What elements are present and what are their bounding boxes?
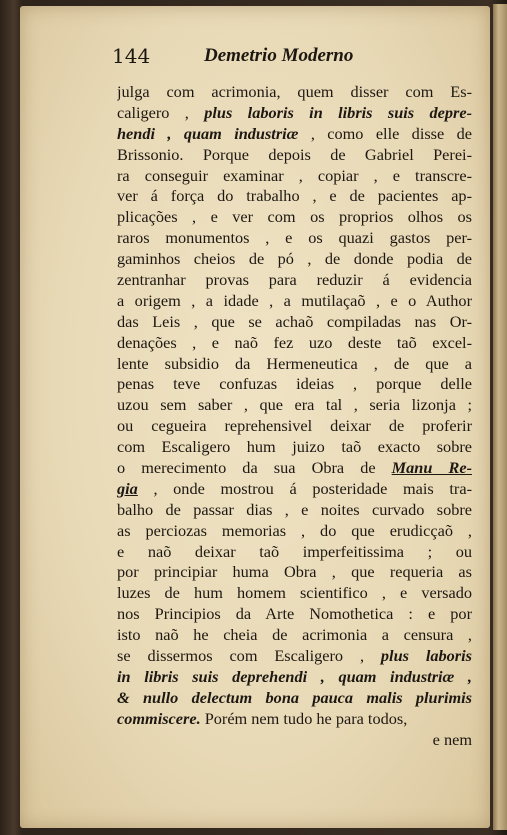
text-line [117,667,472,688]
page-number: 144 [112,44,151,68]
text-line [117,207,472,228]
text-segment: raros monumentos , e os quazi gastos per- [117,228,472,248]
text-line [117,479,472,500]
text-segment: a origem , a idade , a mutilaçaõ , e o Author [117,290,472,310]
italic-latin-phrase: plus laboris in libris suis depre- [204,102,472,122]
text-segment: julga com acrimonia, quem disser com Es- [117,82,472,101]
body-text [117,82,472,751]
text-line [117,166,472,187]
text-segment: isto naõ he cheia de acrimonia a censura , [117,625,472,645]
text-line [117,333,472,354]
text-segment: Porém nem tudo he para todos, [200,708,408,728]
text-segment: o merecimento da sua Obra de [117,458,392,478]
text-segment: nos Principios da Arte Nomothetica : e por [117,604,472,624]
text-line [117,124,472,145]
next-page-edge [493,4,507,830]
text-segment: ra conseguir examinar , copiar , e transcre- [117,165,472,185]
text-line [117,521,472,542]
running-title: Demetrio Moderno [204,45,354,66]
text-line [117,374,472,395]
text-line [117,646,472,667]
text-segment: denações , e naõ fez uzo deste taõ excel- [117,332,472,352]
text-segment: as perciozas memorias , do que erudicçaõ , [117,520,472,540]
text-segment: zentranhar provas para reduzir á evidencia [117,270,472,290]
text-line [117,103,472,124]
text-segment: caligero , [117,102,205,122]
text-segment: ou cegueira reprehensivel deixar de proferir [117,416,472,436]
italic-latin-phrase: plus laboris [380,646,472,666]
text-segment: uzou sem saber , que era tal , seria lizonja ; [117,395,472,415]
text-segment: penas teve confuzas ideias , porque delle [117,374,472,394]
text-line [117,82,472,103]
text-line [117,145,472,166]
italic-latin-phrase: & nullo delectum bona pauca malis plurimis [117,687,472,707]
italic-latin-phrase: commiscere. [117,708,201,728]
text-line [117,709,472,730]
text-line [117,291,472,312]
text-line [117,688,472,709]
text-line [117,500,472,521]
text-line [117,312,472,333]
text-line [117,625,472,646]
text-line [117,395,472,416]
text-line [117,416,472,437]
text-line [117,583,472,604]
text-segment: por principiar huma Obra , que requeria as [117,562,472,582]
text-segment: plicações , e ver com os proprios olhos os [117,207,472,227]
italic-latin-phrase: gia [117,478,138,498]
text-line [117,562,472,583]
page-header [112,44,472,74]
text-segment: balho de passar dias , e noites curvado sobre [117,499,472,519]
text-line [117,228,472,249]
text-line [117,186,472,207]
text-segment: , como elle disse de [298,123,472,143]
text-segment: lente subsidio da Hermeneutica , de que a [117,353,472,373]
text-segment: luzes de hum homem scientifico , e versado [117,583,472,603]
text-line [117,270,472,291]
text-segment: gaminhos cheios de pó , de donde podia de [117,249,472,269]
text-line [117,458,472,479]
text-line [117,437,472,458]
text-segment: ver á força do trabalho , e de pacientes ap- [117,186,472,206]
text-segment: com Escaligero hum juizo taõ exacto sobre [117,437,472,457]
text-line [117,542,472,563]
catchword: e nem [432,729,472,749]
text-segment: Brissonio. Porque depois de Gabriel Perei- [117,144,472,164]
text-segment: e naõ deixar taõ imperfeitissima ; ou [117,541,472,561]
text-line [117,604,472,625]
text-segment: se dissermos com Escaligero , [117,646,381,666]
text-line [117,354,472,375]
italic-latin-phrase: Manu Re- [391,458,472,478]
italic-latin-phrase: hendi , quam industriæ [117,123,299,143]
italic-latin-phrase: in libris suis deprehendi , quam industriæ , [117,666,472,686]
text-line [117,249,472,270]
text-segment: , onde mostrou á posteridade mais tra- [137,478,472,498]
text-segment: das Leis , que se achaõ compiladas nas Or- [117,311,472,331]
